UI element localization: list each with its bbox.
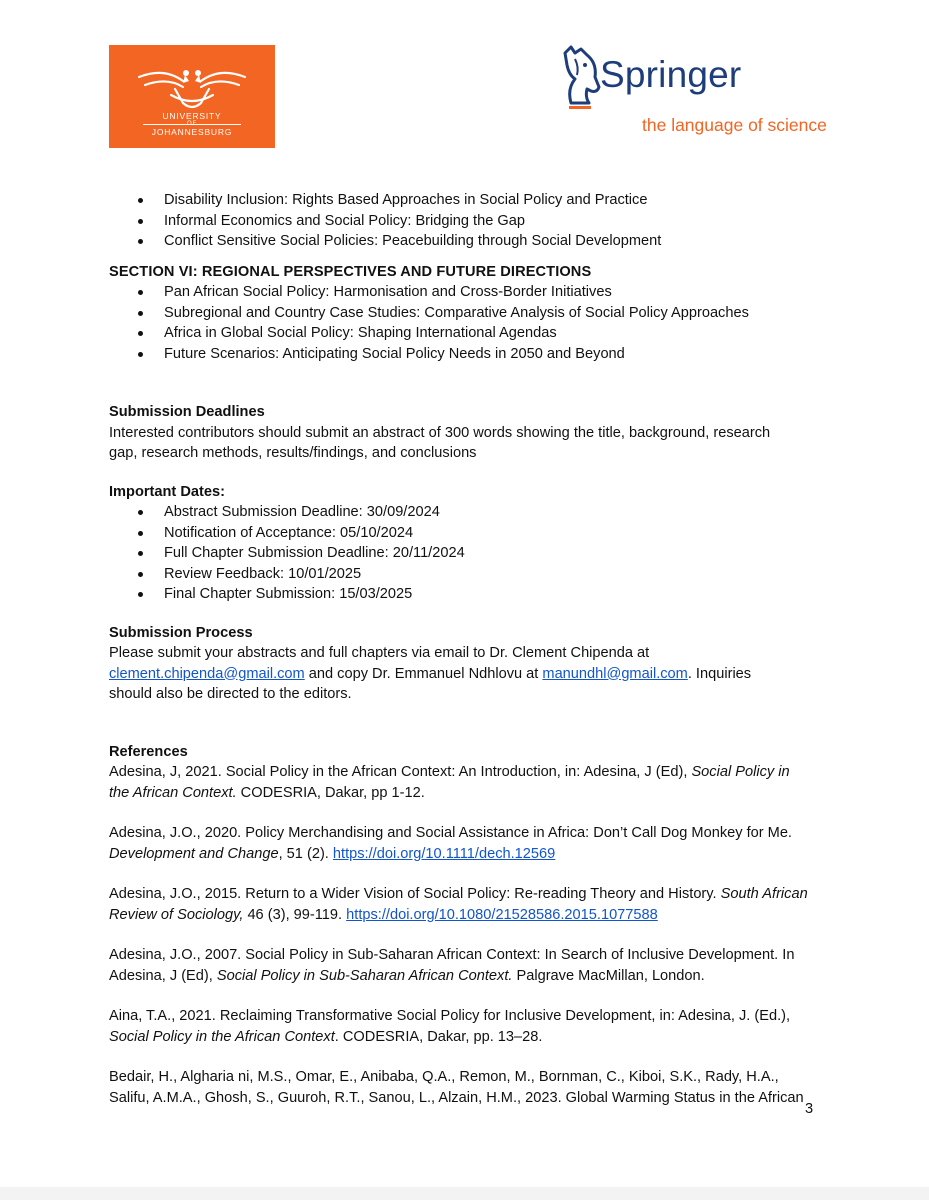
ref1-text: Adesina, J, 2021. Social Policy in the African Context: An Introduction, in: Adesina, J (Ed), [109, 764, 692, 780]
ref4-text3: Palgrave MacMillan, London. [512, 967, 705, 984]
viewer-bottom-edge [0, 1187, 929, 1200]
reference-item [109, 884, 815, 925]
main-content [109, 190, 815, 1108]
email-link-clement[interactable]: clement.chipenda@gmail.com [109, 665, 305, 682]
list-item: Full Chapter Submission Deadline: 20/11/2024 [109, 543, 815, 564]
springer-horse-icon [557, 45, 603, 115]
process-line1: Please submit your abstracts and full chapters via email to Dr. Clement Chipenda at [109, 645, 650, 661]
ref6-line1: Bedair, H., Algharia ni, M.S., Omar, E., Anibaba, Q.A., Remon, M., Bornman, C., Kiboi, S.K., Rady, H.A., [109, 1069, 779, 1085]
ref2-text: Adesina, J.O., 2020. Policy Merchandising and Social Assistance in Africa: Don’t Call Dog Monkey for Me. [109, 825, 792, 841]
email-link-manundhl[interactable]: manundhl@gmail.com [542, 665, 688, 682]
process-heading: Submission Process [109, 624, 253, 641]
ref5-text2: . CODESRIA, Dakar, pp. 13–28. [334, 1028, 543, 1045]
university-of-johannesburg-logo [109, 45, 275, 148]
list-item: Pan African Social Policy: Harmonisation and Cross-Border Initiatives [109, 282, 815, 303]
references-heading: References [109, 743, 188, 760]
uj-logo-rule [143, 124, 241, 125]
ref1-italic2: the African Context. [109, 784, 237, 801]
deadlines-heading: Submission Deadlines [109, 404, 265, 420]
process-line2 [109, 664, 815, 685]
reference-item [109, 1067, 815, 1108]
ref1-italic1: Social Policy in [691, 764, 790, 780]
list-item: Informal Economics and Social Policy: Bridging the Gap [109, 211, 815, 232]
list-item: Final Chapter Submission: 15/03/2025 [109, 584, 815, 605]
process-end-text: . Inquiries [687, 665, 752, 682]
list-item: Abstract Submission Deadline: 30/09/2024 [109, 502, 815, 523]
ref3-italic1: South African [720, 886, 808, 902]
springer-logo [555, 42, 835, 142]
reference-item [109, 823, 815, 864]
ref5-text: Aina, T.A., 2021. Reclaiming Transformative Social Policy for Inclusive Development, in: Adesina, J. (Ed.), [109, 1008, 791, 1024]
list-item: Disability Inclusion: Rights Based Approaches in Social Policy and Practice [109, 190, 815, 211]
ref4-text: Adesina, J.O., 2007. Social Policy in Sub-Saharan African Context: In Search of Inclusive Development. In [109, 947, 795, 963]
reference-item [109, 1006, 815, 1047]
list-item: Africa in Global Social Policy: Shaping International Agendas [109, 323, 815, 344]
ref4-italic: Social Policy in Sub-Saharan African Context. [216, 967, 513, 984]
page-number: 3 [805, 1101, 814, 1117]
ref3-text: Adesina, J.O., 2015. Return to a Wider Vision of Social Policy: Re-reading Theory and History. [109, 886, 721, 902]
list-item: Review Feedback: 10/01/2025 [109, 564, 815, 585]
ref3-doi-link[interactable]: https://doi.org/10.1080/21528586.2015.1077588 [346, 906, 658, 923]
deadlines-text-line1: Interested contributors should submit an abstract of 300 words showing the title, background, research [109, 424, 771, 441]
ref3-text2: 46 (3), 99-119. [243, 906, 347, 923]
ref2-text2: , 51 (2). [278, 845, 333, 862]
process-mid-text: and copy Dr. Emmanuel Ndhlovu at [304, 665, 543, 682]
section6-list [109, 282, 815, 364]
ref2-doi-link[interactable]: https://doi.org/10.1111/dech.12569 [332, 845, 556, 862]
process-line3: should also be directed to the editors. [109, 686, 352, 702]
ref3-italic2: Review of Sociology, [109, 906, 244, 923]
ref2-italic: Development and Change [109, 845, 279, 862]
dates-heading: Important Dates: [109, 483, 225, 500]
top-bullet-list [109, 190, 815, 252]
section-heading: SECTION VI: REGIONAL PERSPECTIVES AND FUTURE DIRECTIONS [109, 263, 592, 280]
reference-item [109, 945, 815, 986]
dates-list [109, 502, 815, 605]
ref5-italic: Social Policy in the African Context [109, 1028, 335, 1045]
ref6-line2: Salifu, A.M.A., Ghosh, S., Guuroh, R.T., Sanou, L., Alzain, H.M., 2023. Global Warming Status in the African [109, 1089, 804, 1106]
springer-name: Springer [600, 54, 742, 95]
ref4-text2: Adesina, J (Ed), [109, 967, 217, 984]
list-item: Notification of Acceptance: 05/10/2024 [109, 523, 815, 544]
list-item: Subregional and Country Case Studies: Comparative Analysis of Social Policy Approaches [109, 303, 815, 324]
ref1-text2: CODESRIA, Dakar, pp 1-12. [236, 784, 425, 801]
deadlines-text-line2: gap, research methods, results/findings, and conclusions [109, 445, 477, 461]
list-item: Future Scenarios: Anticipating Social Policy Needs in 2050 and Beyond [109, 344, 815, 365]
uj-logo-line3: JOHANNESBURG [151, 127, 233, 137]
list-item: Conflict Sensitive Social Policies: Peacebuilding through Social Development [109, 231, 815, 252]
springer-tagline: the language of science [642, 115, 827, 135]
uj-logo-line1: UNIVERSITY [162, 111, 222, 121]
reference-item [109, 762, 815, 803]
